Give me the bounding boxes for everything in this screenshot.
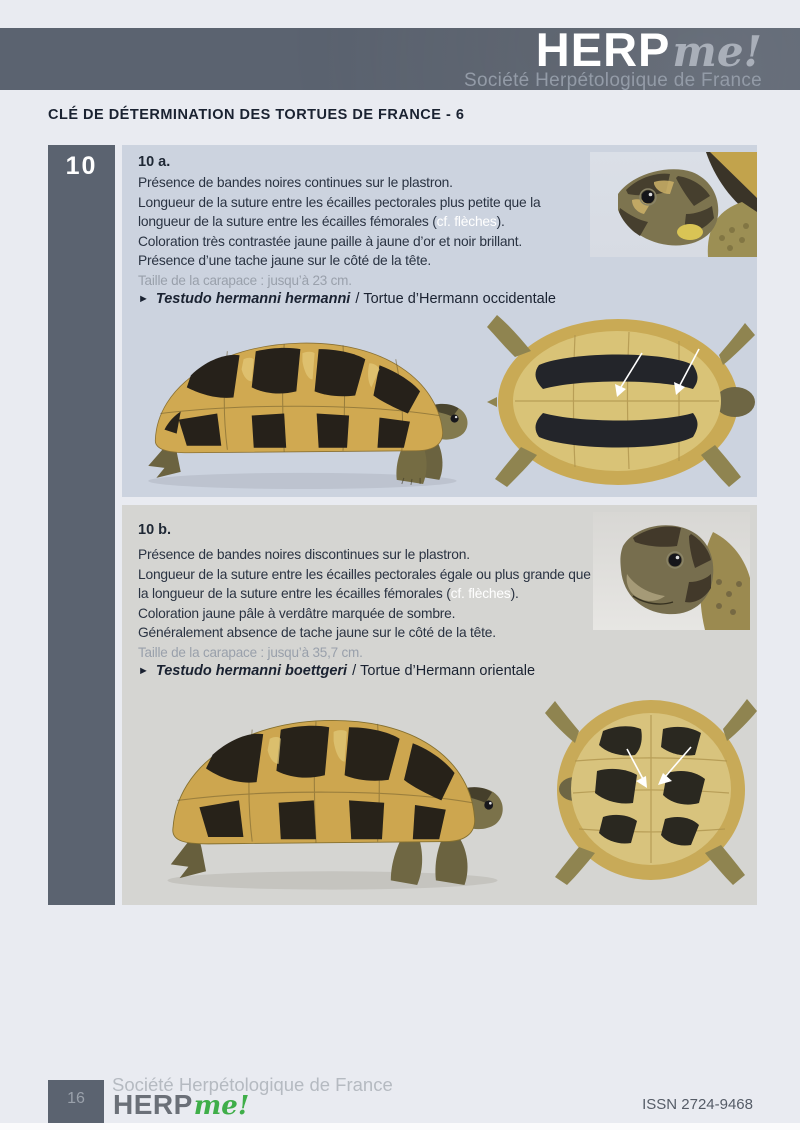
section-10b (122, 505, 757, 905)
key-number: 10 (65, 152, 98, 180)
size-note: Taille de la carapace : jusqu’à 35,7 cm. (138, 644, 363, 660)
key-number-sidebar (48, 145, 115, 905)
logo-me-text: me! (193, 1091, 250, 1121)
section-label: 10 b. (138, 522, 172, 538)
issn-number: ISSN 2724-9468 (642, 1096, 753, 1113)
cf-fleches-highlight: cf. flèches (450, 586, 511, 601)
criterion-suture-line: Longueur de la suture entre les écailles pectorales plus petite que la longueur de la suture entre les écailles fémorales (cf. flèches). (138, 194, 541, 229)
species-common-name: Tortue d’Hermann occidentale (363, 291, 556, 307)
species-separator: / (355, 291, 360, 307)
criterion-suture-line: Longueur de la suture entre les écailles pectorales égale ou plus grande que la longueur de la suture entre les écailles fémorales (cf. flèches). (138, 566, 591, 601)
footer-herpme-logo (113, 1089, 249, 1121)
species-common-name: Tortue d’Hermann orientale (360, 663, 536, 679)
criterion-line: Coloration très contrastée jaune paille à jaune d’or et noir brillant. (138, 233, 523, 249)
arrow-right-icon: ► (138, 665, 149, 677)
herpme-logo (536, 22, 762, 77)
logo-herp-text: HERP (113, 1089, 193, 1120)
plastron-photo-discontinuous-blotches (545, 691, 757, 887)
header-band (0, 23, 800, 91)
criterion-line: Présence d’une tache jaune sur le côté de la tête. (138, 253, 431, 268)
species-latin-name: Testudo hermanni hermanni (155, 291, 351, 307)
tortoise-side-view-photo-eastern (140, 693, 525, 893)
species-result (138, 663, 535, 679)
footer-society-name: Société Herpétologique de France (112, 1074, 393, 1095)
section-text (138, 173, 596, 290)
cf-fleches-highlight: cf. flèches (436, 214, 497, 229)
logo-me-text: me! (672, 27, 762, 76)
tortoise-head-photo-western (590, 152, 757, 257)
criterion-line: Généralement absence de tache jaune sur le côté de la tête. (138, 625, 496, 640)
criterion-line: Coloration jaune pâle à verdâtre marquée de sombre. (138, 605, 456, 621)
tortoise-head-photo-eastern (593, 512, 750, 630)
criterion-line: Présence de bandes noires continues sur le plastron. (138, 175, 453, 190)
tortoise-side-view-photo-western (130, 317, 485, 493)
size-note: Taille de la carapace : jusqu’à 23 cm. (138, 272, 352, 288)
species-latin-name: Testudo hermanni boettgeri (155, 663, 348, 679)
section-10a (122, 145, 757, 497)
header-society-name: Société Herpétologique de France (464, 70, 762, 91)
criterion-line: Présence de bandes noires discontinues sur le plastron. (138, 547, 470, 562)
section-label: 10 a. (138, 154, 171, 170)
logo-herp-text: HERP (535, 23, 671, 76)
plastron-photo-continuous-bands (487, 305, 757, 495)
page-bottom-strip (0, 1123, 800, 1130)
page-title: CLÉ DE DÉTERMINATION DES TORTUES DE FRANCE - 6 (48, 107, 465, 123)
section-text (138, 545, 596, 662)
arrow-right-icon: ► (138, 293, 149, 305)
species-separator: / (352, 663, 357, 679)
page-number: 16 (67, 1090, 85, 1107)
